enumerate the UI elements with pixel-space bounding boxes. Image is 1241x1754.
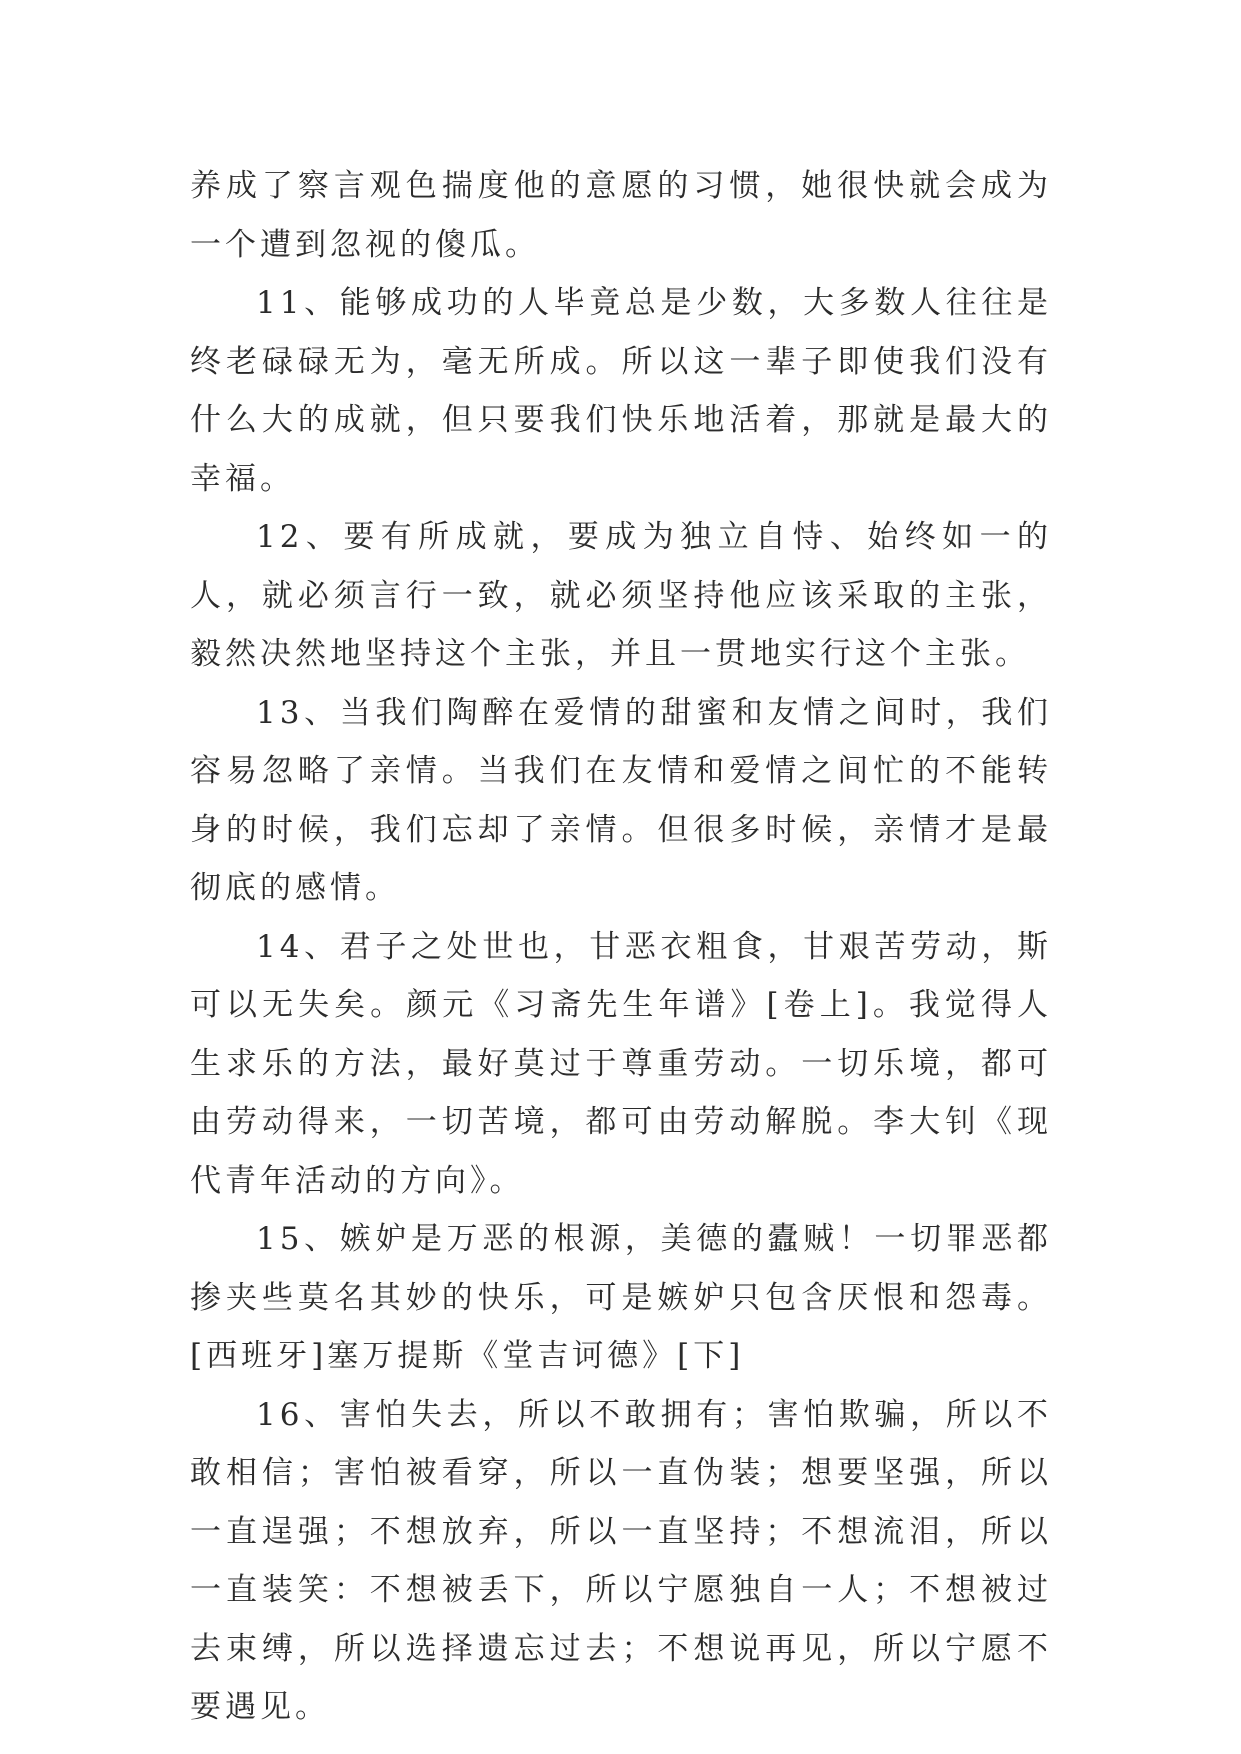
paragraph-12 bbox=[190, 508, 1052, 684]
paragraph-11 bbox=[190, 274, 1052, 508]
paragraph-text: 当我们陶醉在爱情的甜蜜和友情之间时，我们容易忽略了亲情。当我们在友情和爱情之间忙的不能转身的时候，我们忘却了亲情。但很多时候，亲情才是最彻底的感情。 bbox=[190, 694, 1053, 906]
paragraph-continuation bbox=[190, 157, 1052, 274]
paragraph-text: 君子之处世也，甘恶衣粗食，甘艰苦劳动，斯可以无失矣。颜元《习斋先生年谱》[卷上]。我觉得人生求乐的方法，最好莫过于尊重劳动。一切乐境，都可由劳动得来，一切苦境，都可由劳动解脱。李大钊《现代青年活动的方向》。 bbox=[190, 928, 1053, 1199]
paragraph-15 bbox=[190, 1210, 1052, 1386]
paragraph-text: 要有所成就，要成为独立自恃、始终如一的人，就必须言行一致，就必须坚持他应该采取的主张，毅然决然地坚持这个主张，并且一贯地实行这个主张。 bbox=[190, 519, 1053, 672]
paragraph-text: 能够成功的人毕竟总是少数，大多数人往往是终老碌碌无为，毫无所成。所以这一辈子即使我们没有什么大的成就，但只要我们快乐地活着，那就是最大的幸福。 bbox=[190, 285, 1053, 497]
paragraph-number: 14、 bbox=[256, 928, 340, 965]
document-body bbox=[190, 157, 1052, 1737]
paragraph-text: 嫉妒是万恶的根源，美德的蠹贼！一切罪恶都掺夹些莫名其妙的快乐，可是嫉妒只包含厌恨和怨毒。[西班牙]塞万提斯《堂吉诃德》[下] bbox=[190, 1221, 1053, 1374]
paragraph-number: 15、 bbox=[256, 1221, 340, 1257]
paragraph-13 bbox=[190, 684, 1052, 918]
paragraph-number: 12、 bbox=[256, 519, 344, 555]
paragraph-number: 16、 bbox=[256, 1396, 340, 1433]
paragraph-number: 13、 bbox=[256, 694, 340, 731]
paragraph-14 bbox=[190, 918, 1052, 1211]
paragraph-16 bbox=[190, 1386, 1052, 1737]
paragraph-text: 害怕失去，所以不敢拥有；害怕欺骗，所以不敢相信；害怕被看穿，所以一直伪装；想要坚强，所以一直逞强；不想放弃，所以一直坚持；不想流泪，所以一直装笑：不想被丢下，所以宁愿独自一人；不想被过去束缚，所以选择遗忘过去；不想说再见，所以宁愿不要遇见。 bbox=[190, 1396, 1053, 1725]
paragraph-number: 11、 bbox=[256, 285, 340, 321]
paragraph-text: 养成了察言观色揣度他的意愿的习惯，她很快就会成为一个遭到忽视的傻瓜。 bbox=[190, 168, 1052, 263]
